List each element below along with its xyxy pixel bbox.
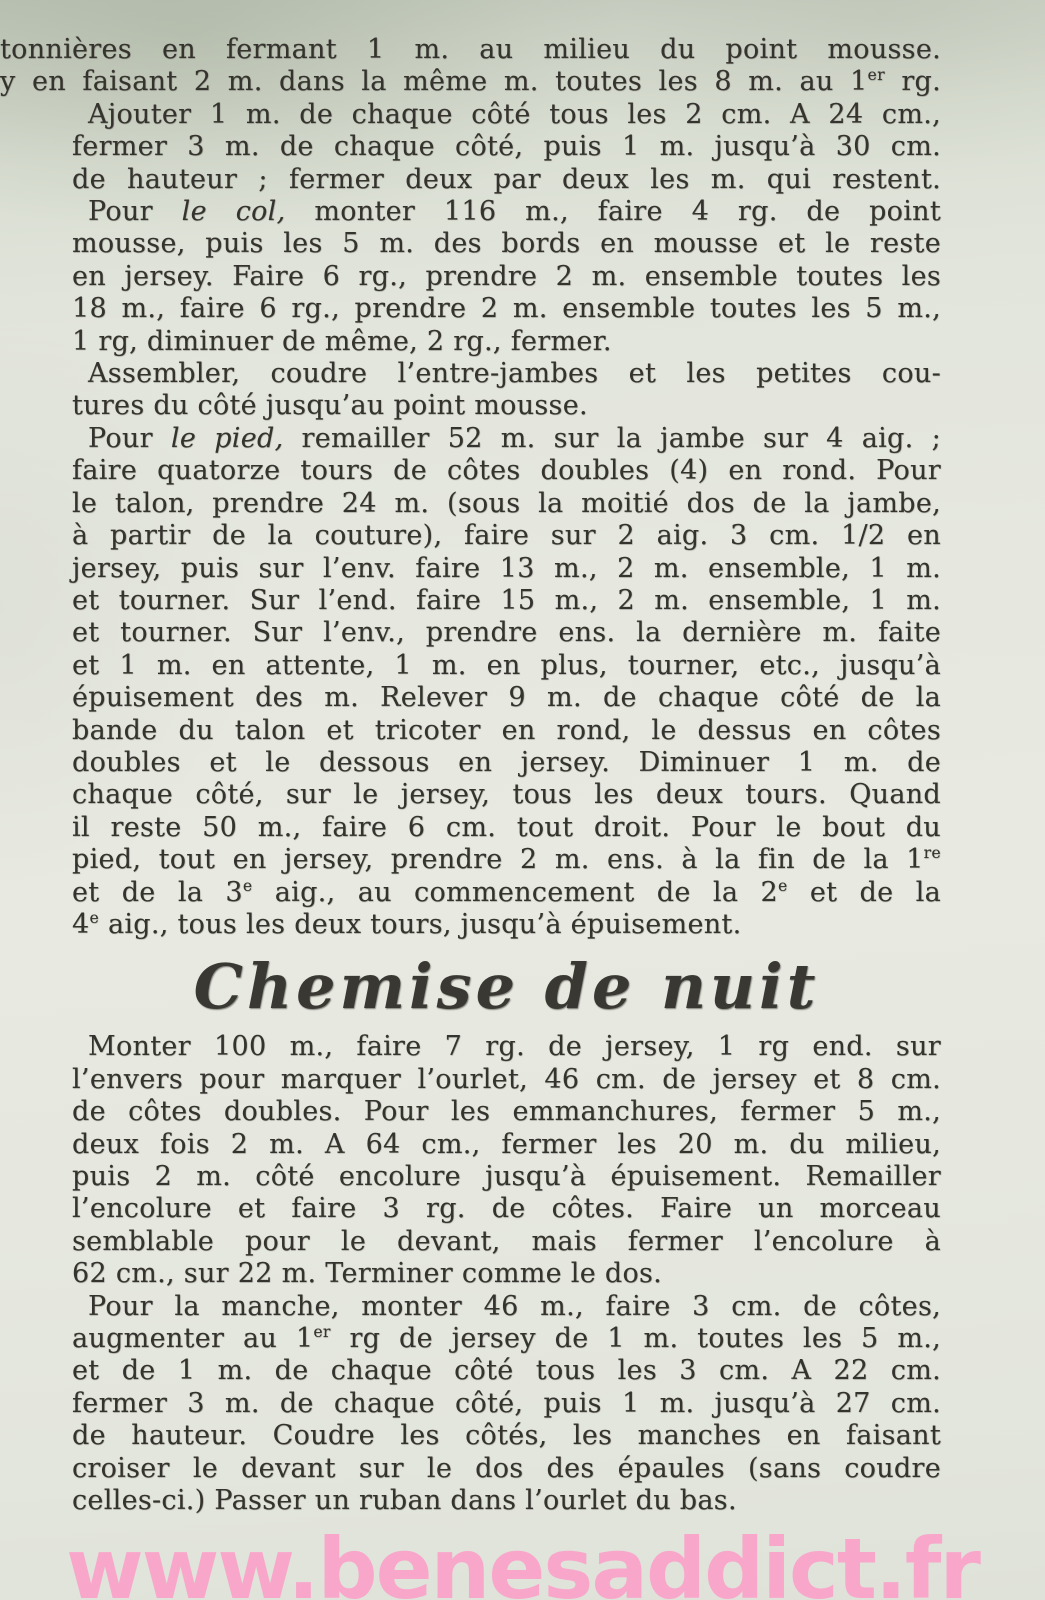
text-segment: le talon, prendre 24 m. (sous la moitié dos de la jambe,: [72, 487, 941, 519]
text-line: [72, 423, 941, 455]
text-line: [72, 228, 941, 260]
text-line: [72, 1193, 941, 1225]
text-line: [72, 650, 941, 682]
watermark-text: www.benesaddict.fr: [66, 1520, 979, 1600]
text-segment: augmenter au 1: [72, 1323, 314, 1355]
superscript-text: e: [242, 875, 253, 895]
text-line: [72, 326, 941, 358]
text-line: [72, 390, 941, 422]
text-line: [72, 1129, 941, 1161]
text-line: [72, 812, 941, 844]
text-segment: il reste 50 m., faire 6 cm. tout droit. Pour le bout du: [72, 811, 941, 843]
text-line: [72, 617, 941, 649]
text-line: [72, 1161, 941, 1193]
text-segment: Pour la manche, monter 46 m., faire 3 cm. de côtes,: [88, 1290, 941, 1322]
text-line: [72, 1388, 941, 1420]
superscript-text: e: [89, 907, 100, 927]
text-segment: celles-ci.) Passer un ruban dans l’ourlet du bas.: [72, 1485, 737, 1517]
text-segment: et de la: [787, 876, 941, 908]
text-segment: l’encolure et faire 3 rg. de côtes. Faire un morceau: [72, 1193, 941, 1225]
text-segment: tonnières en fermant 1 m. au milieu du point mousse.: [0, 34, 941, 65]
text-segment: aig., tous les deux tours, jusqu’à épuisement.: [99, 908, 742, 940]
text-segment: 1 rg, diminuer de même, 2 rg., fermer.: [72, 325, 612, 357]
text-segment: épuisement des m. Relever 9 m. de chaque côté de la: [72, 682, 941, 714]
paragraph: [72, 358, 941, 423]
text-line: [72, 585, 941, 617]
superscript-text: e: [778, 875, 788, 895]
text-segment: et tourner. Sur l’env., prendre ens. la dernière m. faite: [72, 617, 941, 649]
text-line: [72, 164, 941, 196]
text-line: [72, 1291, 941, 1323]
text-segment: bande du talon et tricoter en rond, le dessus en côtes: [72, 714, 941, 746]
text-line: [72, 1453, 941, 1485]
text-line: [72, 1226, 941, 1258]
text-segment: le col,: [181, 196, 286, 228]
paragraph: [72, 196, 941, 358]
text-line: [72, 844, 941, 876]
text-segment: semblable pour le devant, mais fermer l’encolure à: [72, 1225, 941, 1257]
text-segment: et 1 m. en attente, 1 m. en plus, tourner, etc., jusqu’à: [72, 649, 941, 681]
text-segment: l’envers pour marquer l’ourlet, 46 cm. de jersey et 8 cm.: [72, 1063, 941, 1095]
text-line: [72, 196, 941, 228]
text-segment: fermer 3 m. de chaque côté, puis 1 m. jusqu’à 27 cm.: [72, 1387, 941, 1419]
text-segment: 4: [72, 908, 90, 940]
text-line: [72, 1031, 941, 1063]
instructions-section-chemise-de-nuit: [72, 1031, 941, 1517]
text-segment: chaque côté, sur le jersey, tous les deux tours. Quand: [72, 779, 941, 811]
text-line: [72, 1323, 941, 1355]
text-line: [72, 1096, 941, 1128]
paragraph: [72, 1031, 941, 1290]
text-column: [0, 34, 941, 1517]
text-line: [72, 682, 941, 714]
text-segment: mousse, puis les 5 m. des bords en mousse et le reste: [72, 228, 941, 260]
text-line: [72, 99, 941, 131]
text-line: [72, 877, 941, 909]
text-segment: de hauteur. Coudre les côtés, les manches en faisant: [72, 1420, 941, 1452]
text-line: [0, 34, 941, 66]
superscript-text: re: [923, 843, 941, 863]
text-line: [72, 455, 941, 487]
paragraph: [72, 423, 941, 942]
paragraph: [72, 1291, 941, 1518]
text-segment: de côtes doubles. Pour les emmanchures, fermer 5 m.,: [72, 1096, 941, 1128]
text-line: [72, 520, 941, 552]
text-segment: faire quatorze tours de côtes doubles (4) en rond. Pour: [72, 455, 941, 487]
superscript-text: er: [313, 1322, 331, 1342]
section-heading: Chemise de nuit: [193, 950, 820, 1024]
text-segment: deux fois 2 m. A 64 cm., fermer les 20 m. du milieu,: [72, 1128, 941, 1160]
text-segment: monter 116 m., faire 4 rg. de point: [285, 196, 941, 228]
text-line: [72, 715, 941, 747]
text-segment: 18 m., faire 6 rg., prendre 2 m. ensemble toutes les 5 m.,: [72, 293, 941, 325]
text-line: [72, 131, 941, 163]
text-line: [72, 1258, 941, 1290]
text-segment: à partir de la couture), faire sur 2 aig. 3 cm. 1/2 en: [72, 520, 941, 552]
text-segment: et tourner. Sur l’end. faire 15 m., 2 m. ensemble, 1 m.: [72, 584, 941, 616]
text-segment: et de 1 m. de chaque côté tous les 3 cm. A 22 cm.: [72, 1355, 941, 1387]
text-segment: puis 2 m. côté encolure jusqu’à épuisement. Remailler: [72, 1161, 941, 1192]
text-segment: doubles et le dessous en jersey. Diminuer 1 m. de: [72, 746, 941, 778]
text-line: [72, 553, 941, 585]
text-line: [72, 293, 941, 325]
text-line: [72, 1355, 941, 1387]
text-segment: le pied,: [170, 422, 284, 454]
paragraph: [0, 34, 941, 99]
text-segment: fermer 3 m. de chaque côté, puis 1 m. jusqu’à 30 cm.: [72, 131, 941, 163]
text-line: [72, 1485, 941, 1517]
text-segment: aig., au commencement de la 2: [252, 876, 778, 908]
text-segment: 62 cm., sur 22 m. Terminer comme le dos.: [72, 1258, 663, 1290]
text-segment: de hauteur ; fermer deux par deux les m. qui restent.: [72, 163, 941, 195]
paragraph: [72, 99, 941, 196]
text-line: [0, 66, 941, 98]
text-segment: tures du côté jusqu’au point mousse.: [72, 390, 588, 422]
text-line: [72, 261, 941, 293]
text-segment: remailler 52 m. sur la jambe sur 4 aig. ;: [283, 422, 941, 454]
text-segment: et de la 3: [72, 876, 243, 908]
text-segment: rg.: [884, 66, 941, 98]
text-line: [72, 488, 941, 520]
text-segment: en jersey. Faire 6 rg., prendre 2 m. ensemble toutes les: [72, 260, 941, 292]
text-line: [72, 909, 941, 941]
text-segment: jersey, puis sur l’env. faire 13 m., 2 m. ensemble, 1 m.: [72, 552, 941, 584]
text-segment: Assembler, coudre l’entre-jambes et les petites cou-: [88, 358, 941, 390]
text-line: [72, 358, 941, 390]
text-segment: Ajouter 1 m. de chaque côté tous les 2 cm. A 24 cm.,: [88, 98, 941, 130]
text-segment: pied, tout en jersey, prendre 2 m. ens. à la fin de la 1: [72, 844, 924, 876]
text-segment: Pour: [88, 422, 171, 454]
text-line: [72, 747, 941, 779]
text-line: [72, 1064, 941, 1096]
text-line: [72, 1420, 941, 1452]
text-line: [72, 779, 941, 811]
text-segment: y en faisant 2 m. dans la même m. toutes les 8 m. au 1: [0, 66, 868, 98]
text-segment: croiser le devant sur le dos des épaules (sans coudre: [72, 1452, 941, 1484]
text-segment: Pour: [88, 196, 182, 228]
text-segment: rg de jersey de 1 m. toutes les 5 m.,: [330, 1323, 941, 1355]
superscript-text: er: [867, 65, 885, 85]
text-segment: Monter 100 m., faire 7 rg. de jersey, 1 rg end. sur: [88, 1031, 941, 1063]
instructions-section-top: [0, 34, 941, 941]
